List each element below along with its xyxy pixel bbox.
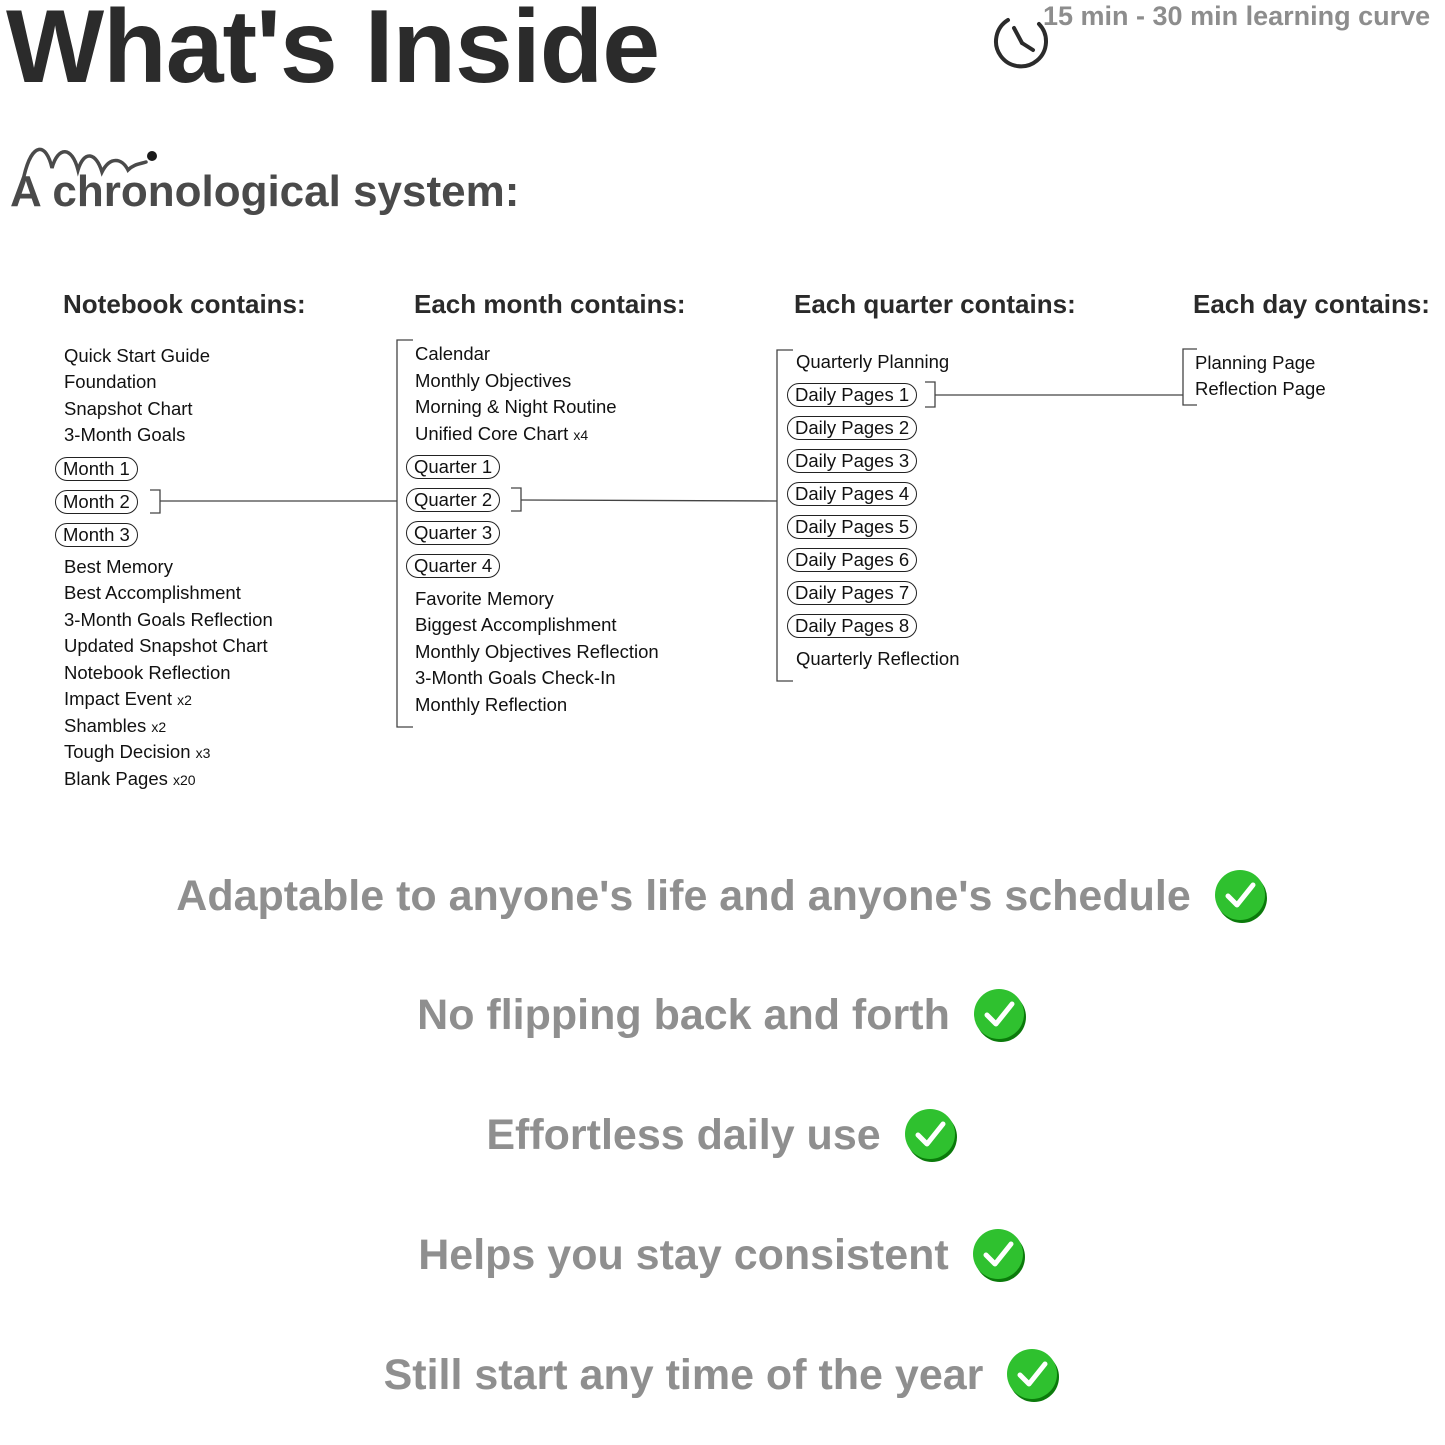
quarter-pill: Quarter 3 (406, 521, 500, 545)
list-item: Updated Snapshot Chart (64, 635, 268, 656)
benefit-text: Effortless daily use (486, 1110, 881, 1159)
check-icon (971, 1227, 1027, 1283)
daily-pages-pill: Daily Pages 7 (787, 581, 917, 605)
list-item: Favorite Memory (415, 588, 554, 609)
list-item: Blank Pages x20 (64, 768, 196, 789)
list-item: Monthly Objectives Reflection (415, 641, 659, 662)
month-pill: Month 1 (55, 457, 138, 481)
list-item: Best Accomplishment (64, 582, 241, 603)
list-item: Planning Page (1195, 352, 1316, 373)
quarter-pill: Quarter 2 (406, 488, 500, 512)
quarter-heading: Each quarter contains: (794, 289, 1076, 319)
list-item: 3-Month Goals (64, 424, 186, 445)
check-icon (972, 987, 1028, 1043)
check-icon (903, 1107, 959, 1163)
list-item: Monthly Objectives (415, 370, 572, 391)
page-title: What's Inside (6, 0, 660, 105)
list-item: Quarterly Planning (796, 351, 950, 372)
daily-pages-pill: Daily Pages 3 (787, 449, 917, 473)
benefit-row (0, 866, 1445, 926)
benefit-text: Still start any time of the year (383, 1350, 984, 1399)
list-item: Shambles x2 (64, 715, 167, 736)
benefit-row (0, 1225, 1445, 1285)
list-item: Monthly Reflection (415, 694, 568, 715)
list-item: Biggest Accomplishment (415, 614, 617, 635)
list-item: Best Memory (64, 556, 173, 577)
benefit-text: Helps you stay consistent (418, 1230, 949, 1279)
month-pill: Month 3 (55, 523, 138, 547)
list-item: Calendar (415, 343, 491, 364)
benefit-row (0, 985, 1445, 1045)
notebook-heading: Notebook contains: (63, 289, 306, 319)
list-item: 3-Month Goals Reflection (64, 609, 273, 630)
list-item: Tough Decision x3 (64, 741, 211, 762)
benefit-row (0, 1345, 1445, 1405)
check-icon (1005, 1347, 1061, 1403)
list-item: Snapshot Chart (64, 398, 193, 419)
list-item: 3-Month Goals Check-In (415, 667, 616, 688)
daily-pages-pill: Daily Pages 8 (787, 614, 917, 638)
month-heading: Each month contains: (414, 289, 686, 319)
daily-pages-pill: Daily Pages 2 (787, 416, 917, 440)
list-item: Impact Event x2 (64, 688, 192, 709)
learning-curve-label: 15 min - 30 min learning curve (1043, 1, 1431, 31)
daily-pages-pill: Daily Pages 1 (787, 383, 917, 407)
benefit-row (0, 1105, 1445, 1165)
list-item: Morning & Night Routine (415, 396, 617, 417)
benefit-text: Adaptable to anyone's life and anyone's schedule (176, 871, 1191, 920)
daily-pages-pill: Daily Pages 4 (787, 482, 917, 506)
list-item: Reflection Page (1195, 378, 1326, 399)
day-heading: Each day contains: (1193, 289, 1430, 319)
quarter-pill: Quarter 1 (406, 455, 500, 479)
list-item: Unified Core Chart x4 (415, 423, 589, 444)
check-icon (1213, 868, 1269, 924)
section-subtitle: A chronological system: (10, 167, 520, 216)
quarter-pill: Quarter 4 (406, 554, 500, 578)
list-item: Quick Start Guide (64, 345, 211, 366)
month-pill: Month 2 (55, 490, 138, 514)
daily-pages-pill: Daily Pages 5 (787, 515, 917, 539)
list-item: Quarterly Reflection (796, 648, 960, 669)
daily-pages-pill: Daily Pages 6 (787, 548, 917, 572)
list-item: Notebook Reflection (64, 662, 231, 683)
benefit-text: No flipping back and forth (417, 990, 950, 1039)
list-item: Foundation (64, 371, 157, 392)
